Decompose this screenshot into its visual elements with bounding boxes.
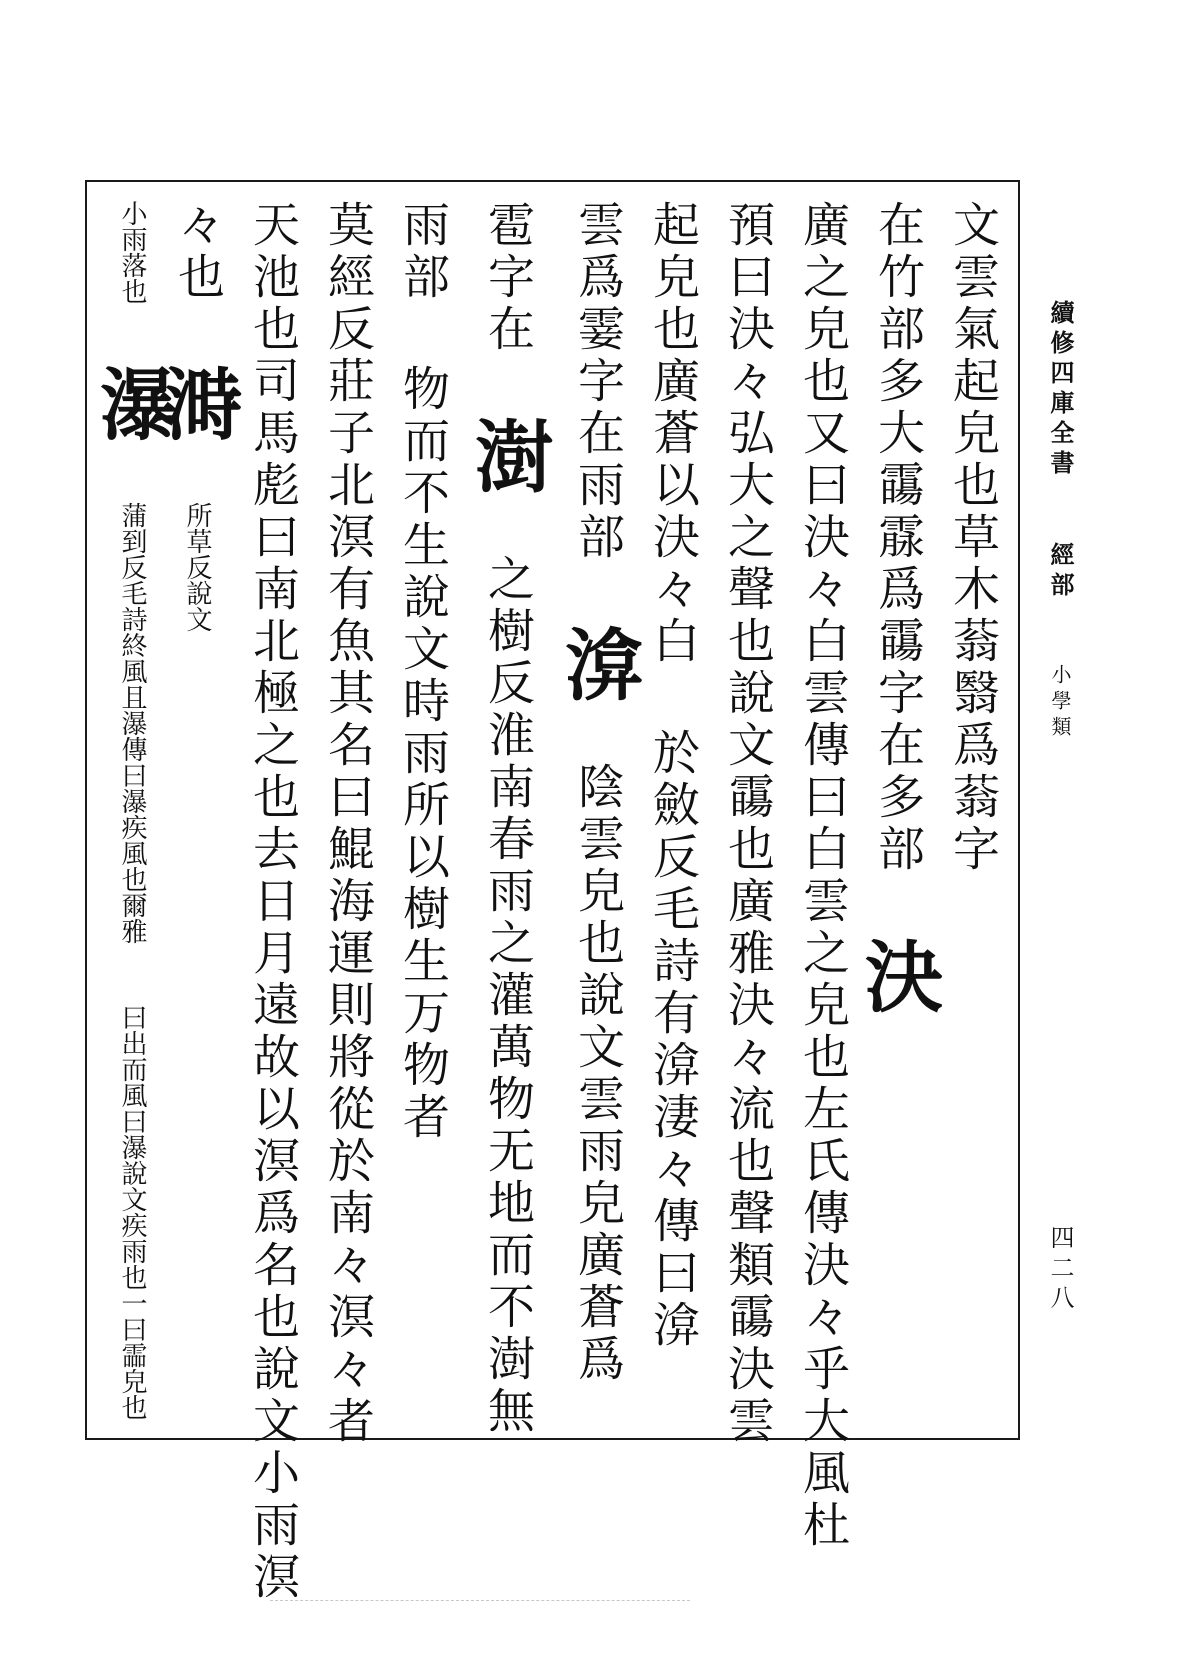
column-text: 廣之皃也又曰決々白雲傳曰白雲之皃也左氏傳決々乎大風杜: [795, 200, 850, 1552]
column-text: 雲爲霎字在雨部: [570, 200, 625, 564]
column-text: 文雲氣起皃也草木蓊翳爲蓊字: [945, 200, 1000, 876]
gloss-small: 小雨落也: [117, 200, 147, 304]
headword: 溡: [152, 364, 243, 442]
column-text: 物而不生說文時雨所以樹生万物者: [395, 364, 450, 1144]
text-column: [785, 200, 859, 1552]
scan-artifact-rule: [270, 1600, 690, 1601]
text-column: [635, 200, 709, 1430]
section-label: 經部: [1046, 542, 1074, 602]
running-header: [1040, 300, 1080, 742]
text-column: [462, 200, 553, 1438]
series-title: 續修四庫全書: [1046, 300, 1074, 480]
page-number: 四二八: [1046, 1225, 1074, 1315]
text-column: [852, 200, 943, 1430]
headword: 決: [852, 936, 943, 1014]
text-column: [710, 200, 784, 1448]
column-text: 々也: [170, 200, 225, 304]
column-text: 雨部: [395, 200, 450, 304]
column-text: 陰雲皃也說文雲雨皃廣蒼爲: [570, 762, 625, 1386]
gloss-small: 所草反說文: [182, 502, 212, 632]
column-text: 雹字在: [480, 200, 535, 356]
text-column: [235, 200, 309, 1604]
column-text: 在竹部多大霷霡爲霷字在多部: [870, 200, 925, 876]
headword: 瀑: [87, 364, 178, 442]
column-text: 預曰決々弘大之聲也說文霷也廣雅決々流也聲類霷決雲: [720, 200, 775, 1448]
column-text: 莫經反莊子北溟有魚其名曰鯤海運則將從於南々溟々者: [320, 200, 375, 1448]
gloss-small: 蒲到反毛詩終風且瀑傳曰瀑疾風也爾雅: [117, 502, 147, 944]
gloss-small: 曰出而風曰瀑說文疾雨也一曰霝皃也: [117, 1004, 147, 1420]
text-column: [552, 200, 643, 1430]
column-text: 於斂反毛詩有渰淒々傳曰渰: [645, 728, 700, 1352]
text-column: [310, 200, 384, 1448]
text-column: [385, 200, 459, 1430]
column-text: 起皃也廣蒼以決々白: [645, 200, 700, 668]
text-column: [935, 200, 1009, 1430]
headword: 渰: [552, 624, 643, 702]
column-text: 天池也司馬彪曰南北極之也去日月遠故以溟爲名也說文小雨溟: [245, 200, 300, 1604]
column-text: 之樹反淮南春雨之灌萬物无地而不澍無: [480, 554, 535, 1438]
headword: 澍: [462, 416, 553, 494]
text-column: [87, 200, 178, 1430]
subsection-label: 小學類: [1048, 664, 1072, 742]
